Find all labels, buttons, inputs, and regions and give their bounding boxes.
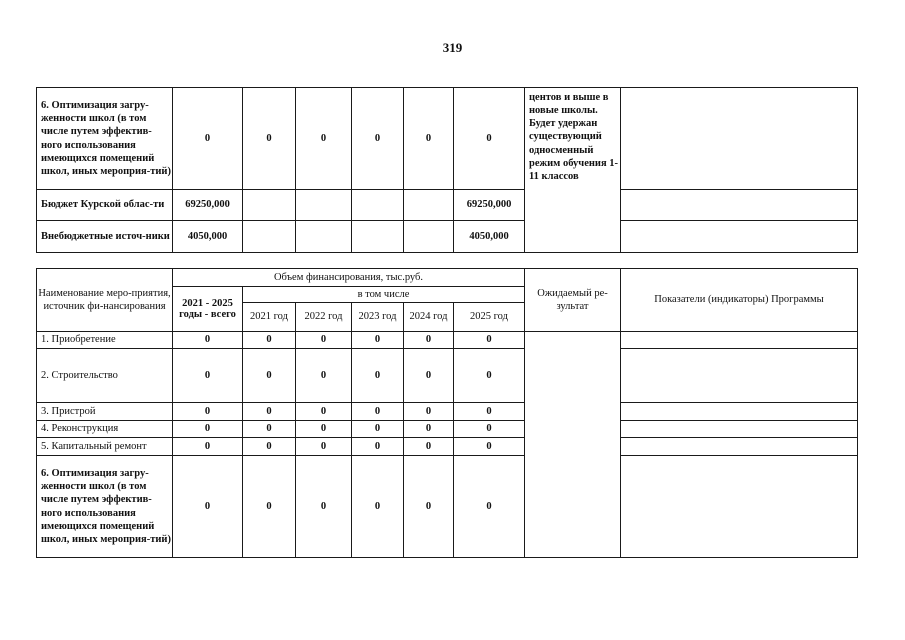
cell-2021: 0 — [243, 403, 295, 420]
cell-total: 0 — [173, 421, 242, 437]
cell-2023: 0 — [352, 349, 403, 402]
cell-total: 69250,000 — [173, 190, 242, 220]
cell-total: 0 — [173, 438, 242, 455]
cell-2024: 0 — [404, 88, 453, 189]
cell-2025: 69250,000 — [454, 190, 524, 220]
cell-2022 — [296, 190, 351, 220]
indicator-cell — [621, 221, 857, 252]
cell-2021: 0 — [243, 456, 295, 557]
cell-2023 — [352, 221, 403, 252]
cell-2025: 0 — [454, 332, 524, 348]
continuation-table — [36, 87, 858, 253]
cell-2025: 0 — [454, 438, 524, 455]
cell-2021 — [243, 221, 295, 252]
cell-2022: 0 — [296, 438, 351, 455]
cell-total: 0 — [173, 88, 242, 189]
indicator-cell — [621, 349, 857, 402]
indicator-cell — [621, 403, 857, 420]
header-funding: Объем финансирования, тыс.руб. — [173, 269, 524, 286]
row-label-construction: 2. Строительство — [37, 349, 172, 402]
cell-2022: 0 — [296, 403, 351, 420]
cell-total: 0 — [173, 349, 242, 402]
cell-2024: 0 — [404, 438, 453, 455]
cell-2023: 0 — [352, 456, 403, 557]
cell-2023: 0 — [352, 88, 403, 189]
indicator-cell — [621, 456, 857, 557]
cell-2021: 0 — [243, 332, 295, 348]
cell-2024: 0 — [404, 349, 453, 402]
cell-2022: 0 — [296, 421, 351, 437]
cell-2023: 0 — [352, 403, 403, 420]
cell-2022: 0 — [296, 88, 351, 189]
cell-2024: 0 — [404, 332, 453, 348]
cell-total: 0 — [173, 332, 242, 348]
cell-2025: 0 — [454, 88, 524, 189]
cell-2024 — [404, 221, 453, 252]
cell-2024: 0 — [404, 456, 453, 557]
expected-result-cell — [525, 332, 620, 557]
cell-2021: 0 — [243, 438, 295, 455]
page-number: 319 — [442, 40, 463, 55]
cell-2022: 0 — [296, 456, 351, 557]
cell-2025: 4050,000 — [454, 221, 524, 252]
cell-total: 4050,000 — [173, 221, 242, 252]
header-expected-result: Ожидаемый ре-зультат — [525, 269, 620, 331]
cell-2021: 0 — [243, 349, 295, 402]
cell-2024 — [404, 190, 453, 220]
header-indicators: Показатели (индикаторы) Программы — [621, 269, 857, 331]
cell-2025: 0 — [454, 349, 524, 402]
cell-2021: 0 — [243, 88, 295, 189]
header-including: в том числе — [243, 287, 524, 302]
indicator-cell — [621, 88, 857, 189]
indicator-cell — [621, 421, 857, 437]
cell-2025: 0 — [454, 403, 524, 420]
cell-2023: 0 — [352, 332, 403, 348]
header-2023: 2023 год — [352, 303, 403, 331]
header-2024: 2024 год — [404, 303, 453, 331]
header-total: 2021 - 2025 годы - всего — [173, 287, 242, 331]
cell-2024: 0 — [404, 421, 453, 437]
indicator-cell — [621, 438, 857, 455]
cell-2023: 0 — [352, 421, 403, 437]
cell-2025: 0 — [454, 421, 524, 437]
row-label-reconstruction: 4. Реконструкция — [37, 421, 172, 437]
cell-2023: 0 — [352, 438, 403, 455]
header-2025: 2025 год — [454, 303, 524, 331]
cell-total: 0 — [173, 403, 242, 420]
row-label-capital-repair: 5. Капитальный ремонт — [37, 438, 172, 455]
row-label-extension: 3. Пристрой — [37, 403, 172, 420]
cell-2023 — [352, 190, 403, 220]
row-label-optimization: 6. Оптимизация загру-женности школ (в том числе путем эффектив-ного использования имеющихся помещений школ, иных мероприя-тий) — [37, 456, 172, 557]
cell-2025: 0 — [454, 456, 524, 557]
header-name: Наименование меро-приятия, источник фи-нансирования — [37, 269, 172, 331]
indicator-cell — [621, 190, 857, 220]
cell-2022: 0 — [296, 332, 351, 348]
indicator-cell — [621, 332, 857, 348]
cell-2021 — [243, 190, 295, 220]
row-label-optimization: 6. Оптимизация загру-женности школ (в том числе путем эффектив-ного использования имеющихся помещений школ, иных мероприя-тий) — [37, 88, 172, 189]
expected-result-text: центов и выше в новые школы. Будет удержан существующий односменный режим обучения 1-11 классов — [525, 88, 620, 252]
header-2021: 2021 год — [243, 303, 295, 331]
header-2022: 2022 год — [296, 303, 351, 331]
cell-total: 0 — [173, 456, 242, 557]
row-label-extra-budget: Внебюджетные источ-ники — [37, 221, 172, 252]
cell-2024: 0 — [404, 403, 453, 420]
funding-table — [36, 268, 858, 558]
cell-2022 — [296, 221, 351, 252]
row-label-regional-budget: Бюджет Курской облас-ти — [37, 190, 172, 220]
row-label-acquisition: 1. Приобретение — [37, 332, 172, 348]
cell-2021: 0 — [243, 421, 295, 437]
cell-2022: 0 — [296, 349, 351, 402]
